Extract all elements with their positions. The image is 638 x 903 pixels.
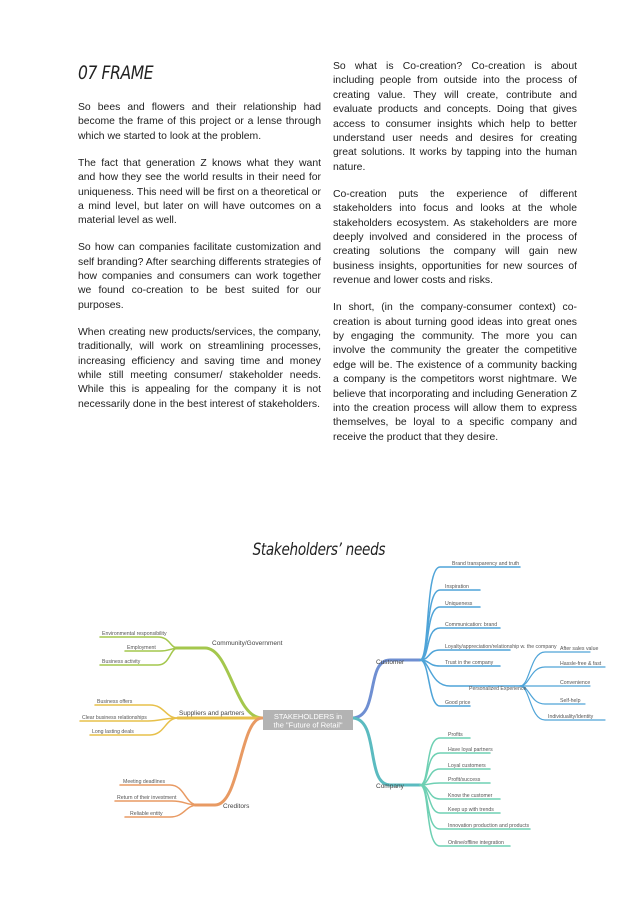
- center-line-2: the "Future of Retail": [273, 720, 343, 730]
- creditors-item: Reliable entity: [130, 811, 163, 817]
- customer-item: Good price: [445, 700, 471, 706]
- customer-item: Communication: brand: [445, 622, 498, 628]
- customer-item: Inspiration: [445, 584, 469, 590]
- branch-label-community: Community/Government: [212, 640, 283, 647]
- branch-line-community: [175, 648, 262, 718]
- personalized-item: Self-help: [560, 698, 581, 704]
- community-item: Business activity: [102, 659, 141, 665]
- community-item: Employment: [127, 645, 156, 651]
- branch-label-customer: Customer: [376, 659, 405, 666]
- personalized-item: Convenience: [560, 680, 591, 686]
- customer-item: Trust in the company: [445, 660, 494, 666]
- company-item: Profit/success: [448, 777, 481, 783]
- company-item: Profits: [448, 732, 463, 738]
- suppliers-item: Clear business relationships: [82, 715, 147, 721]
- left-paragraph-1: So bees and flowers and their relationship had become the frame of this project or a lense through which we started to look at the problem.: [78, 102, 321, 142]
- right-paragraph-3: In short, (in the company-consumer context) co-creation is about turning good ideas into great ones by engaging the community. The more you can involve the community the greater the competitive edge will be. The existence of a community backing a company is the competitors worst nightmare. We believe that incorporating and including Generation Z into the creation process will allow them to express themselves, be loyal to a specific company and receive the product that they desire.: [333, 302, 577, 443]
- creditors-item: Return of their investment: [117, 795, 177, 801]
- company-item: Keep up with trends: [448, 807, 494, 813]
- company-item: Have loyal partners: [448, 747, 493, 753]
- left-paragraph-2: The fact that generation Z knows what they want and how they see the world results in their need for uniqueness. This need will be first on a theoretical or a mind level, but later on will have outcomes on a material level as well.: [78, 157, 321, 227]
- left-paragraph-3: So how can companies facilitate customization and self branding? After searching differents strategies of how companies and consumers can work together we found co-creation to be best suited for our purposes.: [78, 242, 321, 311]
- right-paragraph-1: So what is Co-creation? Co-creation is about including people from outside into the process of creating value. They will create, contribute and evaluate products and concepts. Doing that gives access to consumer insights which help to better understand user needs and desires for creating great solutions. It works by tapping into the human nature.: [333, 61, 577, 173]
- community-item: Environmental responsibility: [102, 631, 167, 637]
- branch-line-company: [352, 718, 420, 785]
- branch-line-customer: [352, 660, 420, 718]
- left-paragraph-4: When creating new products/services, the company, traditionally, will work on streamlining processes, increasing efficiency and saving time and money while still meeting consumer/ stakeholder needs. While this is appealing for the company it is not necessarily done in the best interest of stakeholders.: [78, 326, 321, 410]
- branch-line-creditors: [195, 718, 262, 805]
- creditors-item: Meeting deadlines: [123, 779, 166, 785]
- branch-label-company: Company: [376, 783, 404, 790]
- company-item: Loyal customers: [448, 763, 486, 769]
- suppliers-item: Long lasting deals: [92, 729, 134, 735]
- personalized-item: After sales value: [560, 646, 599, 652]
- personalized-item: Hassle-free & fast: [560, 661, 602, 667]
- company-item: Online/offline integration: [448, 840, 504, 846]
- company-item: Innovation production and products: [448, 823, 530, 829]
- right-paragraph-2: Co-creation puts the experience of different stakeholders into focus and looks at the whole stakeholders ecosystem. As stakeholders are more deeply involved and considered in the process of creating solutions the company will gain new business insights, opportunities for new sources of revenue and lower costs and risks.: [333, 188, 577, 287]
- center-line-1: STAKEHOLDERS in: [273, 712, 343, 721]
- company-item: Know the customer: [448, 793, 493, 799]
- suppliers-item: Business offers: [97, 699, 133, 705]
- branch-label-creditors: Creditors: [223, 803, 250, 810]
- customer-item: Uniqueness: [445, 601, 473, 607]
- personalized-item: Individuality/Identity: [548, 714, 594, 720]
- branch-label-suppliers: Suppliers and partners: [179, 710, 245, 717]
- branch-label-personalized: Personalized Experience: [469, 686, 527, 692]
- customer-item: Loyalty/appreciation/relationship w. the company: [445, 644, 557, 650]
- section-heading: 07 FRAME: [78, 62, 154, 84]
- customer-item: Brand transparency and truth: [452, 561, 520, 567]
- mindmap-title: Stakeholders’ needs: [252, 540, 386, 560]
